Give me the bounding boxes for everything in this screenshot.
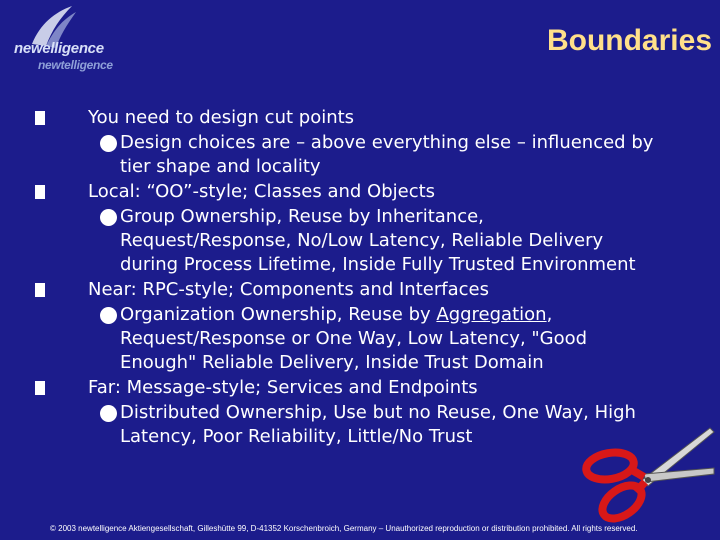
sub-bullet-item — [0, 205, 700, 277]
company-logo — [10, 4, 130, 76]
bullet-text: Near: RPC-style; Components and Interfaces — [88, 279, 489, 300]
square-bullet-icon — [35, 111, 45, 125]
sub-bullet-text: Design choices are – above everything else – influenced by tier shape and locality — [120, 132, 654, 177]
sub-bullet-item — [0, 131, 700, 179]
aggregation-link[interactable]: Aggregation — [436, 304, 547, 325]
square-bullet-icon — [35, 185, 45, 199]
logo-text-secondary: newtelligence — [38, 58, 113, 72]
bullet-text: You need to design cut points — [88, 107, 355, 128]
sub-bullet-text: Distributed Ownership, Use but no Reuse, One Way, High Latency, Poor Reliability, Little/No Trust — [120, 402, 636, 447]
logo-text-primary: newelligence — [14, 40, 104, 57]
bullet-item — [0, 277, 700, 303]
sub-bullet-text-end: , Request/Response or One Way, Low Latency, "Good Enough" Reliable Delivery, Inside Trust Domain — [120, 304, 588, 373]
sub-bullet-item — [0, 303, 700, 375]
square-bullet-icon — [35, 283, 45, 297]
round-bullet-icon — [100, 209, 117, 226]
round-bullet-icon — [100, 405, 117, 422]
sub-bullet-text-start: Organization Ownership, Reuse by — [120, 304, 437, 325]
bullet-item — [0, 105, 700, 131]
square-bullet-icon — [35, 381, 45, 395]
round-bullet-icon — [100, 307, 117, 324]
bullet-text: Far: Message-style; Services and Endpoints — [88, 377, 478, 398]
sub-bullet-text: Group Ownership, Reuse by Inheritance, Request/Response, No/Low Latency, Reliable Delivery during Process Lifetime, Inside Fully Trusted Environment — [120, 206, 636, 275]
copyright-footer: © 2003 newtelligence Aktiengesellschaft, Gilleshütte 99, D-41352 Korschenbroich, Germany – Unauthorized reproduction or distribution prohibited. All rights reserved. — [50, 524, 638, 533]
bullet-list — [0, 105, 700, 449]
bullet-text: Local: “OO”-style; Classes and Objects — [88, 181, 436, 202]
bullet-item — [0, 375, 700, 401]
scissors-icon — [582, 422, 720, 527]
slide-title: Boundaries — [546, 24, 712, 57]
round-bullet-icon — [100, 135, 117, 152]
bullet-item — [0, 179, 700, 205]
